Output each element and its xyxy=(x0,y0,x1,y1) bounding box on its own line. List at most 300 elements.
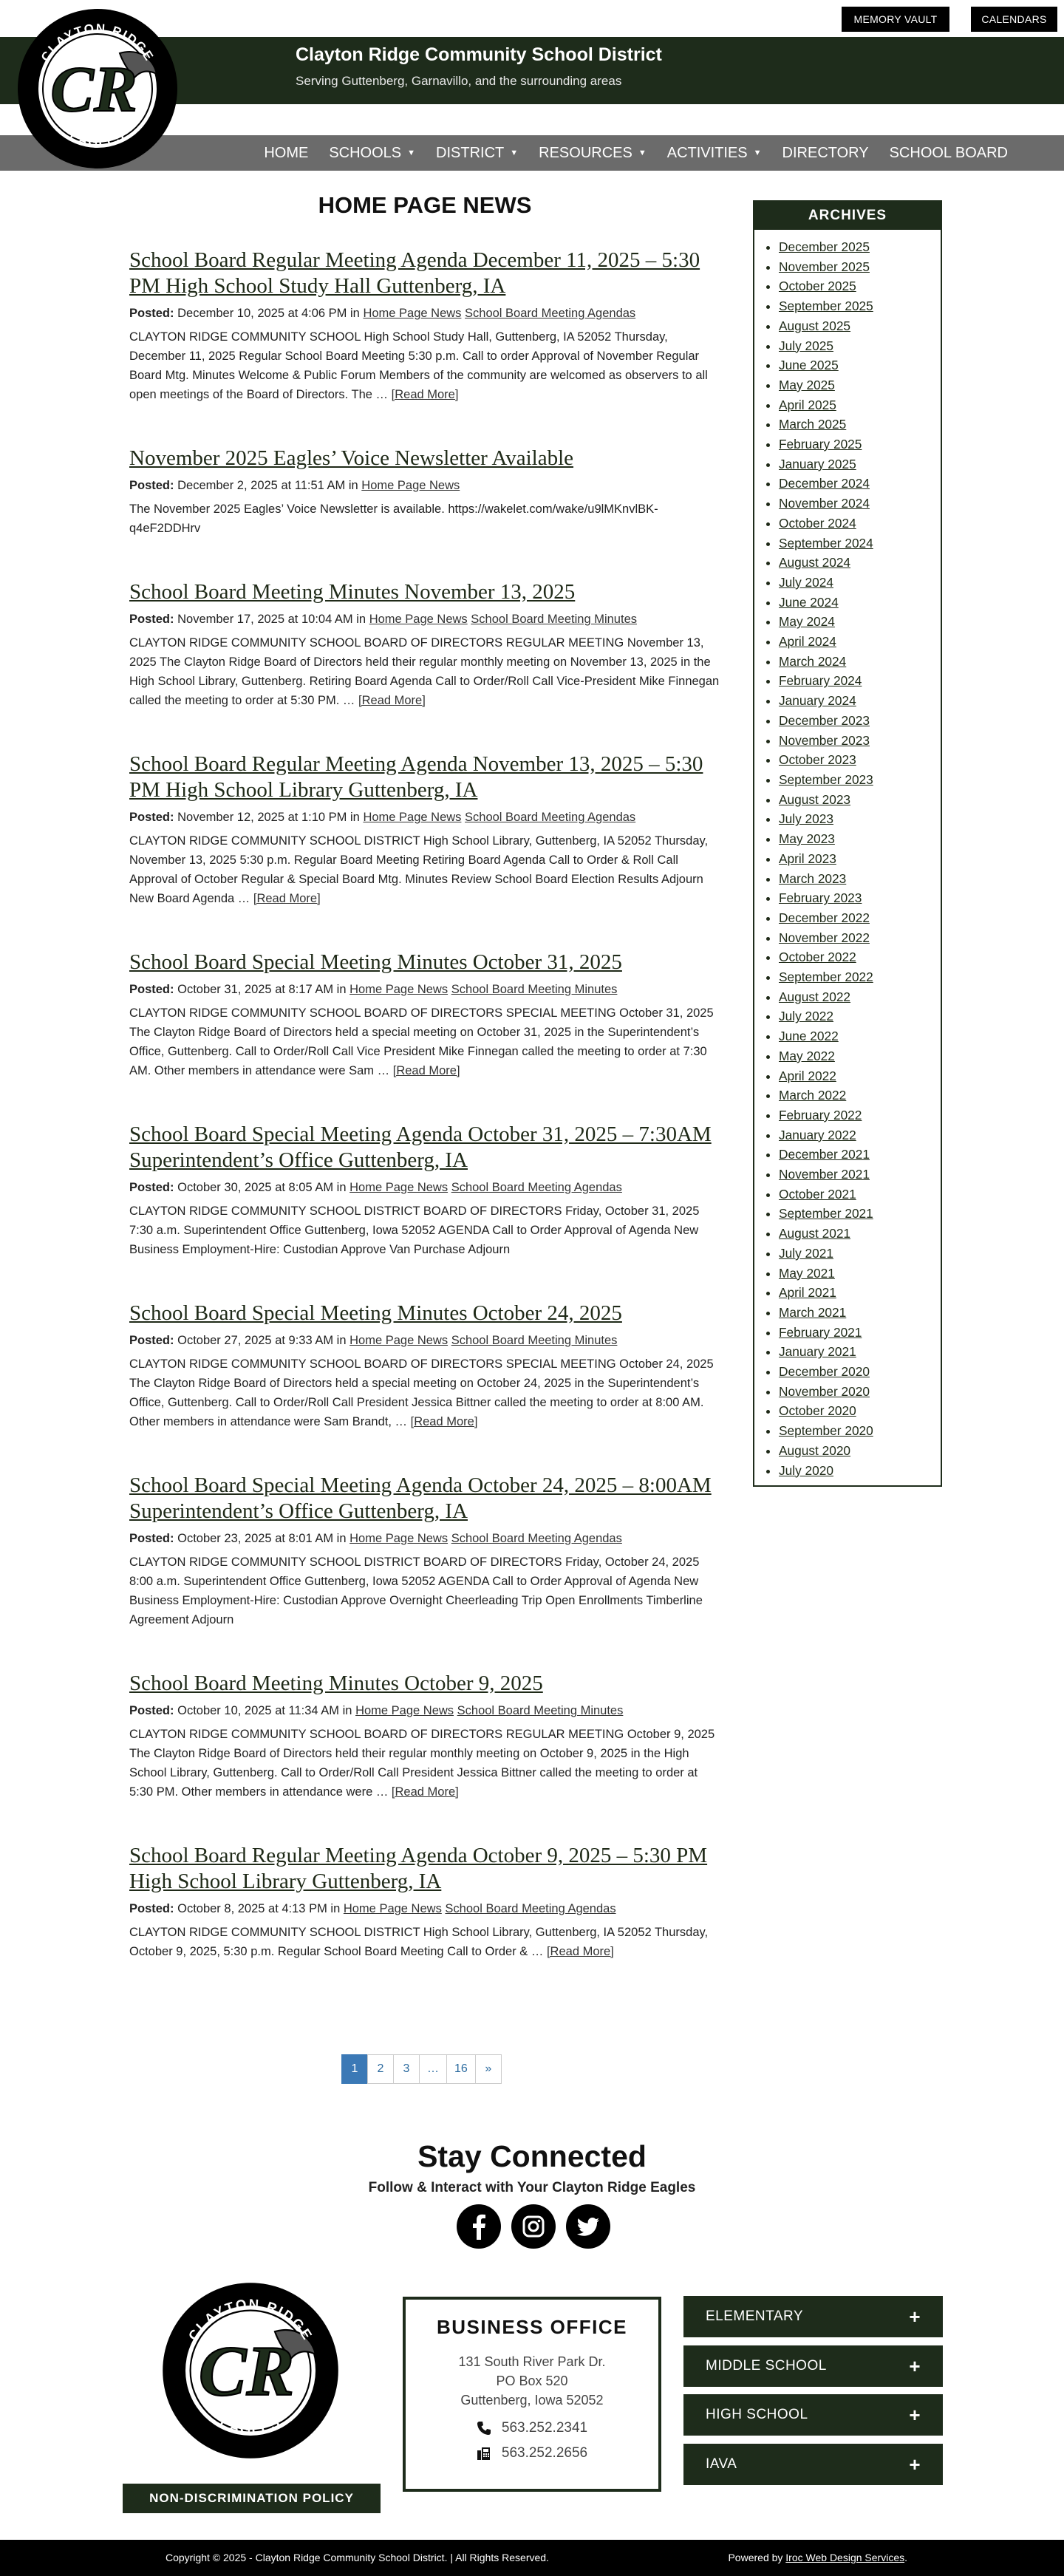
archive-month-link[interactable]: October 2025 xyxy=(779,279,856,294)
archive-item xyxy=(779,967,941,987)
archive-month-link[interactable]: May 2024 xyxy=(779,614,835,630)
archive-item xyxy=(779,1244,941,1264)
powered-by xyxy=(728,2552,907,2563)
calendars-button[interactable]: CALENDARS xyxy=(971,7,1057,32)
post-excerpt-text: CLAYTON RIDGE COMMUNITY SCHOOL DISTRICT High School Library, Guttenberg, IA 52052 Thursday, October 9, 2025, 5:30 p.m. Regular School Board Meeting Call to Order & … xyxy=(129,1926,709,1958)
archive-item xyxy=(779,355,941,375)
archive-month-link[interactable]: September 2023 xyxy=(779,771,873,787)
nav-resources[interactable] xyxy=(528,135,657,171)
nav-activities[interactable] xyxy=(657,135,772,171)
archive-item xyxy=(779,869,941,889)
archive-month-link[interactable]: October 2021 xyxy=(779,1186,856,1202)
archive-month-link[interactable]: April 2022 xyxy=(779,1068,836,1083)
archive-month-link[interactable]: December 2024 xyxy=(779,476,870,491)
fax-number: 563.252.2656 xyxy=(501,2445,588,2461)
post-category-link[interactable]: Home Page News xyxy=(349,1532,449,1545)
post-date: October 10, 2025 at 11:34 AM in xyxy=(177,1704,352,1717)
post-title-link[interactable]: School Board Special Meeting Agenda October 24, 2025 – 8:00AM Superintendent’s Office Guttenberg, IA xyxy=(129,1473,712,1523)
accordion-label: MIDDLE SCHOOL xyxy=(706,2358,827,2374)
archive-month-link[interactable]: August 2022 xyxy=(779,989,851,1004)
archive-item xyxy=(779,731,941,751)
post-excerpt xyxy=(129,1355,720,1431)
archive-item xyxy=(779,1165,941,1185)
non-discrimination-button[interactable]: NON-DISCRIMINATION POLICY xyxy=(123,2484,381,2513)
logo-initials: CR xyxy=(50,54,137,126)
archive-month-link[interactable]: July 2020 xyxy=(779,1462,833,1478)
read-more-link[interactable]: [Read More] xyxy=(253,892,321,905)
archive-month-link[interactable]: June 2024 xyxy=(779,594,839,610)
post-category-link[interactable]: School Board Meeting Minutes xyxy=(451,983,618,996)
archive-month-link[interactable]: December 2025 xyxy=(779,239,870,254)
post-excerpt xyxy=(129,500,720,538)
archive-month-link[interactable]: November 2022 xyxy=(779,930,870,945)
chevron-down-icon: ▼ xyxy=(510,149,519,157)
footer-logo xyxy=(161,2281,340,2460)
archive-month-link[interactable]: April 2024 xyxy=(779,634,836,650)
plus-icon: + xyxy=(909,2354,921,2377)
post-date: October 8, 2025 at 4:13 PM in xyxy=(177,1902,341,1915)
archive-item xyxy=(779,987,941,1007)
archive-item xyxy=(779,415,941,435)
post-title-link[interactable]: School Board Meeting Minutes October 9, 2025 xyxy=(129,1672,543,1695)
archive-month-link[interactable]: February 2021 xyxy=(779,1324,862,1340)
archive-item xyxy=(779,1283,941,1303)
archive-month-link[interactable]: June 2022 xyxy=(779,1029,839,1044)
archive-item xyxy=(779,237,941,257)
nav-district-label: DISTRICT xyxy=(436,144,505,161)
news-post xyxy=(129,1301,720,1431)
post-title-link[interactable]: School Board Special Meeting Minutes October 24, 2025 xyxy=(129,1301,622,1325)
archive-item xyxy=(779,375,941,395)
plus-icon: + xyxy=(909,2403,921,2426)
archive-month-link[interactable]: November 2021 xyxy=(779,1167,870,1182)
archive-item xyxy=(779,1185,941,1204)
archive-item xyxy=(779,1362,941,1382)
post-excerpt xyxy=(129,831,720,908)
page-link[interactable]: » xyxy=(475,2054,502,2084)
archive-month-link[interactable]: January 2021 xyxy=(779,1344,856,1360)
page-link: … xyxy=(419,2054,447,2084)
accordion-label: IAVA xyxy=(706,2456,737,2472)
post-excerpt xyxy=(129,1004,720,1080)
plus-icon: + xyxy=(909,2305,921,2328)
archive-month-link[interactable]: December 2023 xyxy=(779,712,870,728)
archive-item xyxy=(779,1086,941,1105)
post-date: December 10, 2025 at 4:06 PM in xyxy=(177,307,360,320)
posted-label: Posted: xyxy=(129,1704,174,1717)
post-excerpt-text: The November 2025 Eagles’ Voice Newsletter is available. https://wakelet.com/wake/u9lMKnvlBK-q4eF2DDHrv xyxy=(129,502,658,535)
page-link[interactable]: 3 xyxy=(393,2054,420,2084)
archives-title: ARCHIVES xyxy=(754,202,941,230)
posted-label: Posted: xyxy=(129,613,174,626)
logo-top-text: CLAYTON RIDGE xyxy=(38,21,157,64)
posted-label: Posted: xyxy=(129,811,174,824)
archive-item xyxy=(779,257,941,277)
news-column xyxy=(129,192,720,1961)
stay-connected-subtitle: Follow & Interact with Your Clayton Ridge Eagles xyxy=(368,2180,696,2195)
archive-month-link[interactable]: February 2023 xyxy=(779,890,862,906)
nav-district[interactable] xyxy=(426,135,528,171)
archive-month-link[interactable]: July 2022 xyxy=(779,1009,833,1024)
read-more-link[interactable]: [Read More] xyxy=(392,1064,460,1077)
archive-month-link[interactable]: August 2020 xyxy=(779,1442,851,1458)
post-meta xyxy=(129,1179,720,1196)
accordion-iava[interactable] xyxy=(683,2444,943,2485)
accordion-high-school[interactable] xyxy=(683,2394,943,2436)
post-excerpt xyxy=(129,1202,720,1259)
post-meta xyxy=(129,809,720,825)
post-date: October 27, 2025 at 9:33 AM in xyxy=(177,1334,347,1347)
post-category-link[interactable]: School Board Meeting Agendas xyxy=(451,1532,622,1545)
post-excerpt-text: CLAYTON RIDGE COMMUNITY SCHOOL DISTRICT BOARD OF DIRECTORS Friday, October 31, 2025 7:30 a.m. Superintendent Office Guttenberg, Iowa 52052 AGENDA Call to Order Approval of Agenda New Business Employment-Hire: Custodian Approve Van Purchase Adjourn xyxy=(129,1204,700,1256)
archive-item xyxy=(779,1066,941,1086)
page-link[interactable]: 1 xyxy=(341,2054,368,2084)
archive-item xyxy=(779,573,941,593)
archive-month-link[interactable]: August 2024 xyxy=(779,555,851,570)
post-category-link[interactable]: Home Page News xyxy=(363,811,462,824)
accordion-label: HIGH SCHOOL xyxy=(706,2407,808,2422)
archive-item xyxy=(779,1264,941,1284)
post-excerpt xyxy=(129,1923,720,1961)
footer-bar xyxy=(0,2540,1064,2576)
archive-item xyxy=(779,435,941,454)
archive-month-link[interactable]: November 2024 xyxy=(779,496,870,511)
post-date: October 30, 2025 at 8:05 AM in xyxy=(177,1181,347,1194)
archive-item xyxy=(779,612,941,632)
archive-item xyxy=(779,809,941,829)
post-category-link[interactable]: School Board Meeting Agendas xyxy=(451,1181,622,1194)
instagram-icon[interactable] xyxy=(511,2204,556,2249)
archive-month-link[interactable]: August 2025 xyxy=(779,318,851,333)
twitter-icon[interactable] xyxy=(566,2204,610,2249)
post-excerpt xyxy=(129,1725,720,1802)
archive-item xyxy=(779,750,941,770)
post-category-link[interactable]: Home Page News xyxy=(349,1181,449,1194)
post-excerpt-text: CLAYTON RIDGE COMMUNITY SCHOOL High School Study Hall, Guttenberg, IA 52052 Thursday, December 11, 2025 Regular School Board Meeting 5:30 p.m. Call to order Approval of November Regular Board Mtg. Minutes Welcome & Public Forum Members of the community are welcomed as observers to all open meetings of the Board of Directors. The … xyxy=(129,330,708,401)
post-meta xyxy=(129,981,720,998)
archive-item xyxy=(779,593,941,613)
archive-item xyxy=(779,395,941,415)
post-category-link[interactable]: Home Page News xyxy=(363,307,462,320)
archive-month-link[interactable]: January 2022 xyxy=(779,1127,856,1142)
post-excerpt-text: CLAYTON RIDGE COMMUNITY SCHOOL BOARD OF DIRECTORS REGULAR MEETING October 9, 2025 The Clayton Ridge Board of Directors held their regular monthly meeting on October 9, 2025 in the High School Library, Guttenberg. Call to Order/Roll Call President Jessica Bittner called the meeting to order at 5:30 PM. Other members in attendance were … xyxy=(129,1728,715,1799)
news-post xyxy=(129,446,720,538)
post-title-link[interactable]: School Board Special Meeting Minutes October 31, 2025 xyxy=(129,950,622,974)
archive-item xyxy=(779,691,941,711)
archive-month-link[interactable]: May 2021 xyxy=(779,1265,835,1281)
post-meta xyxy=(129,1332,720,1349)
post-title-link[interactable]: School Board Special Meeting Agenda October 31, 2025 – 7:30AM Superintendent’s Office Guttenberg, IA xyxy=(129,1122,712,1172)
address-line: Guttenberg, Iowa 52052 xyxy=(460,2393,604,2408)
archive-item xyxy=(779,1006,941,1026)
accordion-label: ELEMENTARY xyxy=(706,2308,804,2324)
copyright-text: Copyright © 2025 - Clayton Ridge Community School District. | All Rights Reserved. xyxy=(166,2552,549,2563)
address-line: PO Box 520 xyxy=(496,2374,568,2388)
archive-month-link[interactable]: July 2024 xyxy=(779,574,833,590)
post-excerpt-text: CLAYTON RIDGE COMMUNITY SCHOOL DISTRICT High School Library, Guttenberg, IA 52052 Thursday, November 13, 2025 5:30 p.m. Regular Board Meeting Retiring Board Agenda Call to Order & Roll Call Approval of October Regular & Special Board Mtg. Minutes Review School Board Election Results Adjourn New Board Agenda … xyxy=(129,834,709,905)
post-date: October 31, 2025 at 8:17 AM in xyxy=(177,983,347,996)
fax-row xyxy=(406,2445,658,2461)
post-excerpt xyxy=(129,1553,720,1629)
read-more-link[interactable]: [Read More] xyxy=(391,388,459,401)
chevron-down-icon: ▼ xyxy=(407,149,416,157)
nav-resources-label: RESOURCES xyxy=(539,144,632,161)
archive-month-link[interactable]: August 2021 xyxy=(779,1226,851,1241)
archive-month-link[interactable]: July 2021 xyxy=(779,1245,833,1261)
archive-item xyxy=(779,928,941,948)
archive-month-link[interactable]: September 2022 xyxy=(779,970,873,985)
archive-item xyxy=(779,849,941,869)
post-meta xyxy=(129,305,720,321)
news-post xyxy=(129,1843,720,1961)
archive-month-link[interactable]: February 2024 xyxy=(779,673,862,689)
archive-item xyxy=(779,276,941,296)
archive-month-link[interactable]: September 2024 xyxy=(779,535,873,551)
phone-icon xyxy=(477,2421,491,2436)
read-more-link[interactable]: [Read More] xyxy=(410,1415,478,1428)
news-post xyxy=(129,752,720,908)
nav-school-board-label: SCHOOL BOARD xyxy=(889,144,1008,161)
news-post xyxy=(129,1122,720,1259)
post-excerpt xyxy=(129,633,720,710)
archive-item xyxy=(779,908,941,928)
archive-item xyxy=(779,1046,941,1066)
read-more-link[interactable]: [Read More] xyxy=(391,1785,459,1799)
archive-month-link[interactable]: July 2023 xyxy=(779,811,833,827)
archives-list xyxy=(754,230,941,1480)
chevron-down-icon: ▼ xyxy=(638,149,647,157)
post-category-link[interactable]: Home Page News xyxy=(343,1902,442,1915)
powered-by-end: . xyxy=(904,2552,907,2563)
archive-month-link[interactable]: September 2025 xyxy=(779,299,873,314)
archive-month-link[interactable]: January 2024 xyxy=(779,693,856,709)
archive-item xyxy=(779,494,941,514)
nav-activities-label: ACTIVITIES xyxy=(666,144,748,161)
archive-item xyxy=(779,947,941,967)
archive-item xyxy=(779,1125,941,1145)
archive-item xyxy=(779,1342,941,1362)
memory-vault-button[interactable]: MEMORY VAULT xyxy=(842,7,949,32)
archive-month-link[interactable]: March 2023 xyxy=(779,870,847,886)
post-date: October 23, 2025 at 8:01 AM in xyxy=(177,1532,347,1545)
archive-item xyxy=(779,1401,941,1421)
facebook-icon[interactable] xyxy=(457,2204,501,2249)
archive-item xyxy=(779,652,941,672)
archive-month-link[interactable]: March 2022 xyxy=(779,1088,847,1103)
news-post xyxy=(129,579,720,710)
archive-item xyxy=(779,336,941,356)
archive-month-link[interactable]: May 2023 xyxy=(779,831,835,847)
posted-label: Posted: xyxy=(129,1902,174,1915)
archive-item xyxy=(779,711,941,731)
post-excerpt-text: CLAYTON RIDGE COMMUNITY SCHOOL BOARD OF DIRECTORS SPECIAL MEETING October 31, 2025 The Clayton Ridge Board of Directors held a special meeting on October 31, 2025 in the Superintendent’s Office, Guttenberg. Call to Order/Roll Call Vice President Mike Finnegan called the meeting to order at 7:30 AM. Other members in attendance were Sam … xyxy=(129,1006,714,1077)
read-more-link[interactable]: [Read More] xyxy=(358,694,426,707)
archive-month-link[interactable]: November 2025 xyxy=(779,259,870,274)
archive-month-link[interactable]: August 2023 xyxy=(779,791,851,807)
archive-item xyxy=(779,1105,941,1125)
posted-label: Posted: xyxy=(129,983,174,996)
archive-month-link[interactable]: March 2024 xyxy=(779,653,847,669)
archive-item xyxy=(779,1204,941,1224)
archive-item xyxy=(779,770,941,790)
archive-month-link[interactable]: May 2022 xyxy=(779,1048,835,1063)
phone-number: 563.252.2341 xyxy=(501,2420,588,2436)
post-category-link[interactable]: Home Page News xyxy=(349,983,449,996)
post-title-link[interactable]: School Board Regular Meeting Agenda November 13, 2025 – 5:30 PM High School Library Guttenberg, IA xyxy=(129,752,703,802)
accordion-elementary[interactable] xyxy=(683,2296,943,2337)
business-office-title: BUSINESS OFFICE xyxy=(437,2316,627,2338)
news-post xyxy=(129,1671,720,1802)
post-meta xyxy=(129,1901,720,1917)
archive-item xyxy=(779,1303,941,1323)
nav-school-board[interactable] xyxy=(879,135,1018,171)
post-date: November 17, 2025 at 10:04 AM in xyxy=(177,613,366,626)
post-meta xyxy=(129,611,720,627)
post-category-link[interactable]: Home Page News xyxy=(349,1334,449,1347)
nav-schools[interactable] xyxy=(318,135,426,171)
post-meta xyxy=(129,477,720,494)
archive-month-link[interactable]: December 2021 xyxy=(779,1147,870,1162)
archive-month-link[interactable]: November 2023 xyxy=(779,732,870,748)
phone-row[interactable] xyxy=(406,2420,658,2436)
nav-home[interactable] xyxy=(253,135,318,171)
archive-item xyxy=(779,632,941,652)
pagination xyxy=(342,2054,502,2084)
archive-month-link[interactable]: November 2020 xyxy=(779,1383,870,1399)
post-title-link[interactable]: School Board Meeting Minutes November 13, 2025 xyxy=(129,580,576,604)
business-office-box xyxy=(403,2297,661,2492)
archive-item xyxy=(779,514,941,534)
post-category-link[interactable]: Home Page News xyxy=(361,479,460,492)
archive-month-link[interactable]: March 2021 xyxy=(779,1304,847,1320)
nav-home-label: HOME xyxy=(264,144,309,161)
news-post xyxy=(129,950,720,1080)
archive-month-link[interactable]: May 2025 xyxy=(779,377,835,392)
post-category-link[interactable]: School Board Meeting Minutes xyxy=(471,613,637,626)
post-excerpt-text: CLAYTON RIDGE COMMUNITY SCHOOL BOARD OF DIRECTORS SPECIAL MEETING October 24, 2025 The Clayton Ridge Board of Directors held a special meeting on October 24, 2025 in the Superintendent’s Office, Guttenberg. Call to Order/Roll Call President Jessica Bittner called the meeting to order at 8:00 AM. Other members in attendance were Sam Brandt, … xyxy=(129,1357,714,1428)
post-category-link[interactable]: School Board Meeting Agendas xyxy=(445,1902,616,1915)
archive-month-link[interactable]: January 2025 xyxy=(779,456,856,471)
plus-icon: + xyxy=(909,2453,921,2476)
archive-month-link[interactable]: October 2022 xyxy=(779,950,856,965)
archive-item xyxy=(779,1026,941,1046)
archive-month-link[interactable]: October 2023 xyxy=(779,752,856,768)
chevron-down-icon: ▼ xyxy=(753,149,762,157)
post-excerpt-text: CLAYTON RIDGE COMMUNITY SCHOOL BOARD OF DIRECTORS REGULAR MEETING November 13, 2025 The Clayton Ridge Board of Directors held their regular monthly meeting on November 13, 2025 in the High School Library, Guttenberg. Retiring Board Agenda Call to Order/Roll Call Vice-President Mike Finnegan called the meeting to order at 5:30 PM. … xyxy=(129,636,720,707)
post-excerpt-text: CLAYTON RIDGE COMMUNITY SCHOOL DISTRICT BOARD OF DIRECTORS Friday, October 24, 2025 8:00 a.m. Superintendent Office Guttenberg, Iowa 52052 AGENDA Call to Order Approval of Agenda New Business Employment-Hire: Custodian Approve Overnight Cheerleading Trip Open Enrollments Timberline Agreement Adjourn xyxy=(129,1556,703,1626)
archive-month-link[interactable]: February 2025 xyxy=(779,437,862,452)
post-title-link[interactable]: November 2025 Eagles’ Voice Newsletter Available xyxy=(129,446,574,470)
post-date: November 12, 2025 at 1:10 PM in xyxy=(177,811,360,824)
archive-month-link[interactable]: December 2022 xyxy=(779,910,870,925)
archive-item xyxy=(779,1421,941,1441)
archive-item xyxy=(779,474,941,494)
post-category-link[interactable]: Home Page News xyxy=(369,613,468,626)
post-category-link[interactable]: School Board Meeting Minutes xyxy=(457,1704,624,1717)
fax-icon xyxy=(477,2446,491,2461)
archive-month-link[interactable]: December 2020 xyxy=(779,1364,870,1380)
post-title-link[interactable]: School Board Regular Meeting Agenda December 11, 2025 – 5:30 PM High School Study Hall Guttenberg, IA xyxy=(129,248,700,298)
archive-item xyxy=(779,829,941,849)
archive-item xyxy=(779,671,941,691)
footer-logo-initials: CR xyxy=(198,2331,295,2410)
stay-connected-title: Stay Connected xyxy=(417,2139,647,2173)
post-category-link[interactable]: School Board Meeting Agendas xyxy=(465,307,636,320)
archive-month-link[interactable]: April 2023 xyxy=(779,851,836,866)
post-meta xyxy=(129,1703,720,1719)
post-title-link[interactable]: School Board Regular Meeting Agenda October 9, 2025 – 5:30 PM High School Library Guttenberg, IA xyxy=(129,1844,708,1893)
posted-label: Posted: xyxy=(129,1334,174,1347)
archive-month-link[interactable]: June 2025 xyxy=(779,358,839,373)
accordion-middle-school[interactable] xyxy=(683,2345,943,2387)
page-link[interactable]: 2 xyxy=(367,2054,394,2084)
posted-label: Posted: xyxy=(129,1532,174,1545)
archive-item xyxy=(779,1145,941,1165)
archive-month-link[interactable]: September 2021 xyxy=(779,1206,873,1221)
archive-item xyxy=(779,1461,941,1481)
nav-schools-label: SCHOOLS xyxy=(329,144,402,161)
posted-label: Posted: xyxy=(129,307,174,320)
post-category-link[interactable]: School Board Meeting Minutes xyxy=(451,1334,618,1347)
posted-label: Posted: xyxy=(129,479,174,492)
archive-month-link[interactable]: October 2020 xyxy=(779,1403,856,1419)
archive-item xyxy=(779,316,941,336)
post-list xyxy=(129,248,720,1961)
nav-directory-label: DIRECTORY xyxy=(782,144,869,161)
archive-item xyxy=(779,534,941,553)
powered-by-label: Powered by xyxy=(728,2552,783,2563)
archive-month-link[interactable]: February 2022 xyxy=(779,1107,862,1122)
archive-item xyxy=(779,1224,941,1244)
nav-directory[interactable] xyxy=(772,135,879,171)
archive-item xyxy=(779,553,941,573)
district-logo[interactable] xyxy=(16,7,179,170)
archive-item xyxy=(779,1323,941,1343)
news-post xyxy=(129,1473,720,1629)
stay-connected xyxy=(0,2139,1064,2196)
page-title: HOME PAGE NEWS xyxy=(318,192,532,218)
archive-month-link[interactable]: September 2020 xyxy=(779,1423,873,1439)
page-link[interactable]: 16 xyxy=(446,2054,476,2084)
archive-item xyxy=(779,1382,941,1402)
archives-widget xyxy=(753,200,942,1487)
posted-label: Posted: xyxy=(129,1181,174,1194)
post-date: December 2, 2025 at 11:51 AM in xyxy=(177,479,358,492)
archive-item xyxy=(779,296,941,316)
address-line: 131 South River Park Dr. xyxy=(458,2354,606,2369)
archive-month-link[interactable]: October 2024 xyxy=(779,515,856,531)
post-category-link[interactable]: School Board Meeting Agendas xyxy=(465,811,636,824)
archive-month-link[interactable]: March 2025 xyxy=(779,417,847,432)
post-category-link[interactable]: Home Page News xyxy=(355,1704,454,1717)
archive-item xyxy=(779,454,941,474)
archive-month-link[interactable]: April 2021 xyxy=(779,1285,836,1301)
powered-by-link[interactable]: Iroc Web Design Services xyxy=(785,2552,905,2563)
archive-item xyxy=(779,888,941,908)
archive-item xyxy=(779,1441,941,1461)
archive-month-link[interactable]: July 2025 xyxy=(779,338,833,353)
logo-bottom-text: EAGLES xyxy=(67,128,128,150)
site-title[interactable]: Clayton Ridge Community School District xyxy=(296,44,662,65)
social-links xyxy=(457,2204,610,2249)
read-more-link[interactable]: [Read More] xyxy=(546,1945,614,1958)
news-post xyxy=(129,248,720,404)
archive-month-link[interactable]: April 2025 xyxy=(779,397,836,412)
post-meta xyxy=(129,1530,720,1547)
post-excerpt xyxy=(129,327,720,404)
footer-logo-bottom-text: EAGLES xyxy=(217,2413,284,2438)
footer-logo-top-text: CLAYTON RIDGE xyxy=(185,2296,316,2344)
